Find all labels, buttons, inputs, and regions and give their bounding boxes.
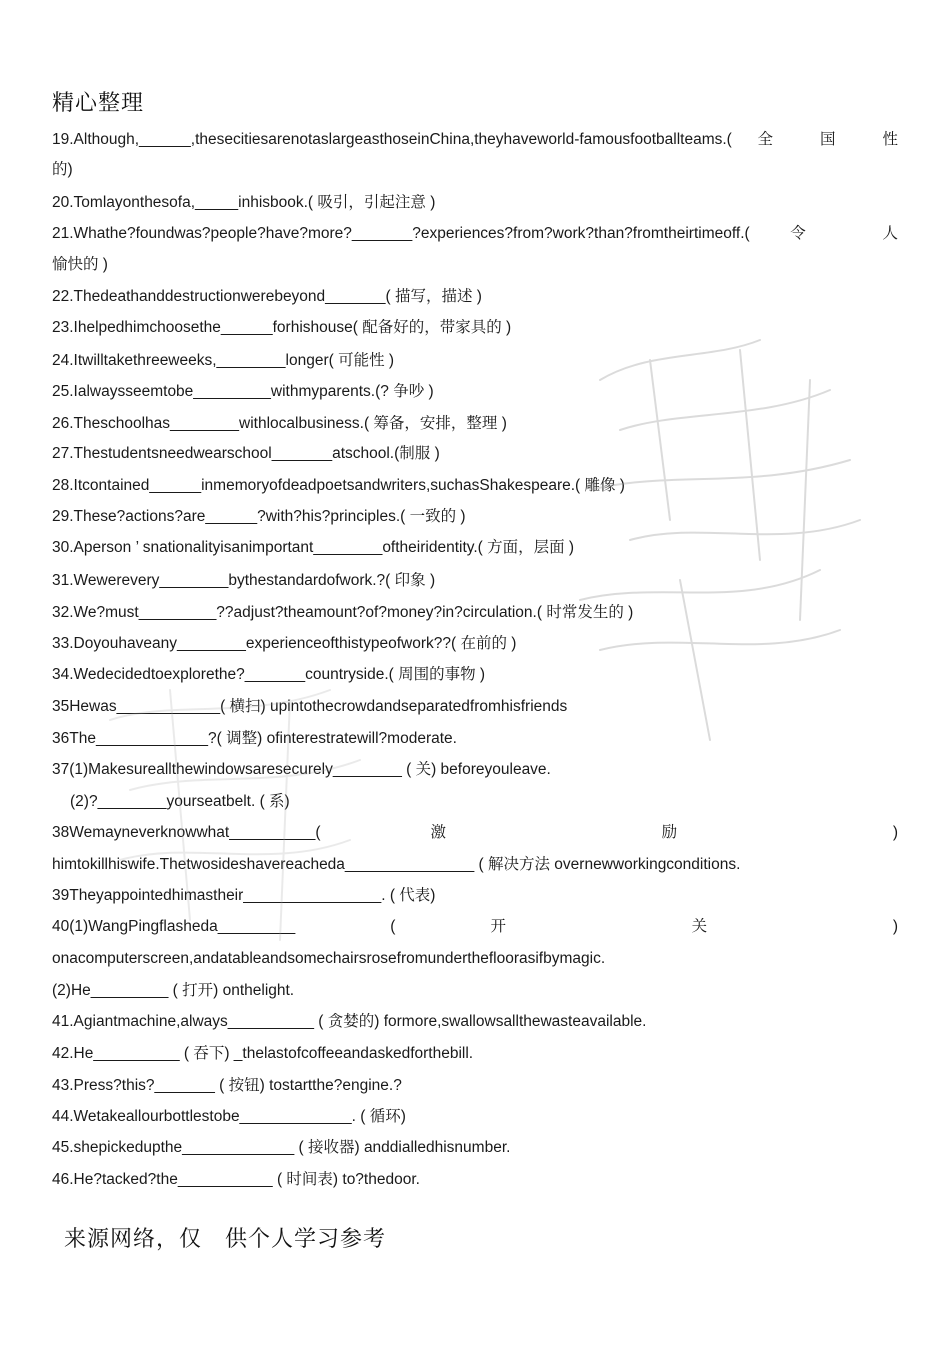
- page-header: 精心整理: [52, 91, 145, 116]
- exercise-line: 30.Aperson ’ snationalityisanimportant________oftheiridentity.( 方面，层面 ): [52, 539, 575, 556]
- exercise-line: 38Wemayneverknowwhat__________( 激 励 ): [52, 824, 898, 841]
- exercise-line: 27.Thestudentsneedwearschool_______atschool.(制服 ): [52, 445, 440, 462]
- exercise-line: 26.Theschoolhas________withlocalbusiness.( 筹备，安排，整理 ): [52, 415, 507, 432]
- exercise-line: 24.Itwilltakethreeweeks,________longer( 可能性 ): [52, 352, 395, 369]
- exercise-line: 32.We?must_________??adjust?theamount?of?money?in?circulation.( 时常发生的 ): [52, 604, 634, 621]
- exercise-line: himtokillhiswife.Thetwosideshavereacheda_______________ ( 解决方法 overnewworkingconditions.: [52, 856, 741, 873]
- exercise-line: 愉快的 ): [52, 256, 108, 273]
- exercise-line: 39Theyappointedhimastheir________________. ( 代表): [52, 887, 436, 904]
- exercise-line: 22.Thedeathanddestructionwerebeyond_______( 描写，描述 ): [52, 288, 482, 305]
- watermark-graphic: [560, 320, 880, 760]
- exercise-line: onacomputerscreen,andatableandsomechairsrosefromunderthefloorasifbymagic.: [52, 950, 606, 967]
- exercise-line: 42.He__________ ( 吞下) _thelastofcoffeeandaskedforthebill.: [52, 1045, 474, 1062]
- exercise-line: 28.Itcontained______inmemoryofdeadpoetsandwriters,suchasShakespeare.( 雕像 ): [52, 477, 625, 494]
- exercise-line: 20.Tomlayonthesofa,_____inhisbook.( 吸引，引起注意 ): [52, 194, 436, 211]
- exercise-line: 37(1)Makesureallthewindowsaresecurely________ ( 关) beforeyouleave.: [52, 761, 551, 778]
- exercise-line: 25.Ialwaysseemtobe_________withmyparents.(? 争吵 ): [52, 383, 434, 400]
- exercise-line: 34.Wedecidedtoexplorethe?_______countryside.( 周围的事物 ): [52, 666, 486, 683]
- exercise-line: 40(1)WangPingflasheda_________ ( 开 关 ): [52, 918, 898, 935]
- exercise-line: (2)?________yourseatbelt. ( 系): [70, 793, 290, 810]
- exercise-line: 44.Wetakeallourbottlestobe_____________. ( 循环): [52, 1108, 406, 1125]
- exercise-line: 的): [52, 161, 73, 178]
- exercise-line: 33.Doyouhaveany________experienceofthistypeofwork??( 在前的 ): [52, 635, 517, 652]
- exercise-line: (2)He_________ ( 打开) onthelight.: [52, 982, 295, 999]
- page-footer: 来源网络，仅 供个人学习参考: [64, 1227, 387, 1252]
- exercise-line: 21.Whathe?foundwas?people?have?more?_______?experiences?from?work?than?fromtheirtimeoff.( 令 人: [52, 225, 898, 242]
- exercise-line: 19.Although,______,thesecitiesarenotaslargeasthoseinChina,theyhaveworld-famousfootballteams.( 全 国 性: [52, 131, 898, 148]
- exercise-line: 43.Press?this?_______ ( 按钮) tostartthe?engine.?: [52, 1077, 402, 1094]
- exercise-line: 29.These?actions?are______?with?his?principles.( 一致的 ): [52, 508, 466, 525]
- exercise-line: 31.Wewerevery________bythestandardofwork.?( 印象 ): [52, 572, 436, 589]
- exercise-line: 41.Agiantmachine,always__________ ( 贪婪的) formore,swallowsallthewasteavailable.: [52, 1013, 647, 1030]
- exercise-line: 45.shepickedupthe_____________ ( 接收器) anddialledhisnumber.: [52, 1139, 511, 1156]
- exercise-line: 35Hewas____________( 横扫) upintothecrowdandseparatedfromhisfriends: [52, 698, 568, 715]
- exercise-line: 36The_____________?( 调整) ofinterestratewill?moderate.: [52, 730, 457, 747]
- exercise-line: 23.Ihelpedhimchoosethe______forhishouse( 配备好的，带家具的 ): [52, 319, 512, 336]
- exercise-line: 46.He?tacked?the___________ ( 时间表) to?thedoor.: [52, 1171, 420, 1188]
